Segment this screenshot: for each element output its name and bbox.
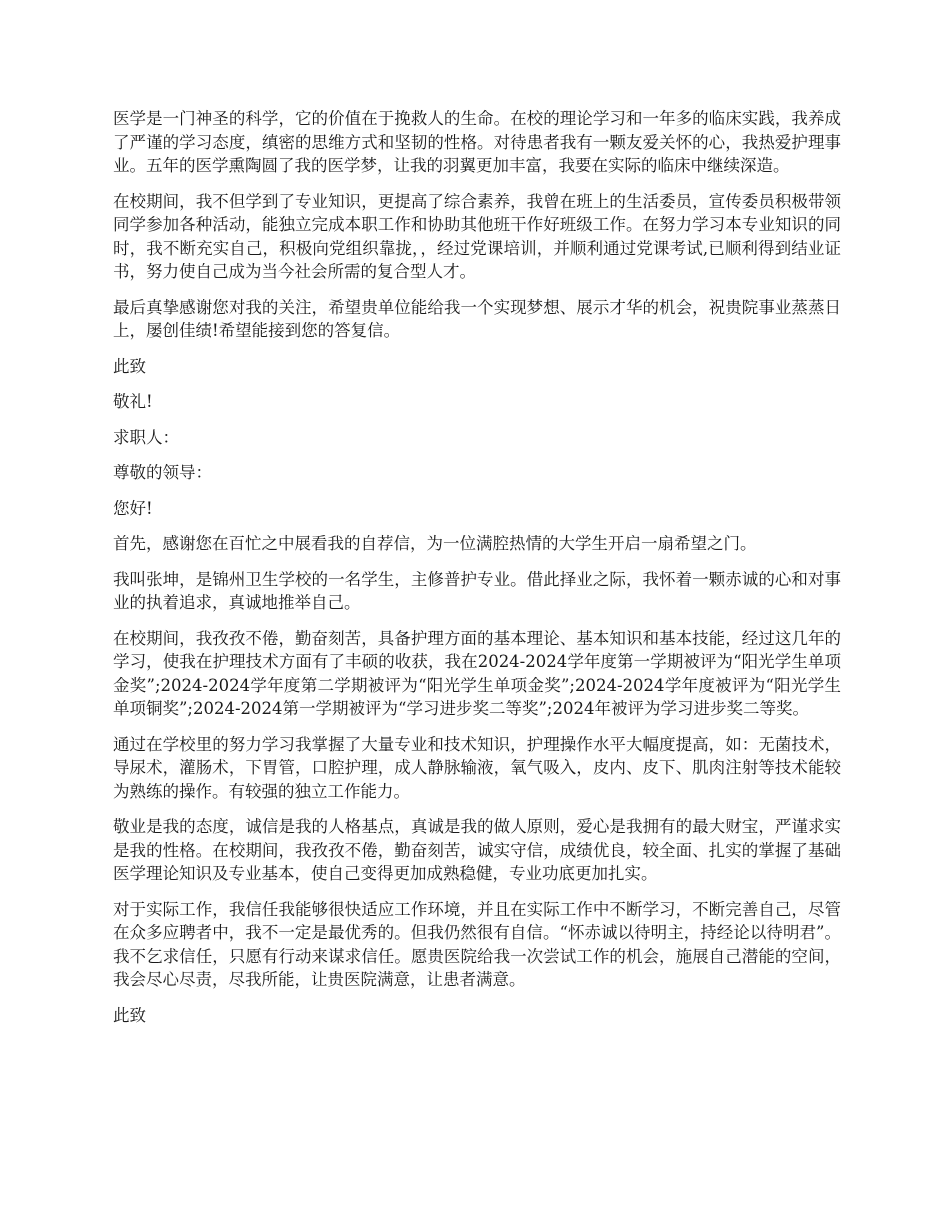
paragraph-salutation-cizhi-2: 此致 bbox=[113, 1005, 146, 1025]
paragraph-school-activities: 在校期间，我不但学到了专业知识，更提高了综合素养，我曾在班上的生活委员，宣传委员积极带领同学参加各种活动，能独立完成本职工作和协助其他班干作好班级工作。在努力学习本专业知识的同时，我不断充实自己，积极向党组织靠拢，，经过党课培训，并顺利通过党课考试,已顺利得到结业证书，努力使自己成为当今社会所需的复合型人才。 bbox=[113, 191, 841, 281]
paragraph-self-introduction: 我叫张坤，是锦州卫生学校的一名学生，主修普护专业。借此择业之际，我怀着一颗赤诚的心和对事业的执着追求，真诚地推举自己。 bbox=[113, 569, 841, 612]
paragraph-greeting-hello: 您好! bbox=[113, 498, 153, 518]
paragraph-skills: 通过在学校里的努力学习我掌握了大量专业和技术知识，护理操作水平大幅度提高，如：无菌技术，导尿术，灌肠术，下胃管，口腔护理，成人静脉输液，氧气吸入，皮内、皮下、肌肉注射等技术能较为熟练的操作。有较强的独立工作能力。 bbox=[113, 734, 841, 801]
paragraph-greeting-leader: 尊敬的领导： bbox=[113, 463, 212, 482]
paragraph-salutation-cizhi: 此致 bbox=[113, 356, 146, 376]
paragraph-awards: 在校期间，我孜孜不倦，勤奋刻苦，具备护理方面的基本理论、基本知识和基本技能，经过这几年的学习，使我在护理技术方面有了丰硕的收获，我在2024-2024学年度第一学期被评为“阳光学生单项金奖”;2024-2024学年度第二学期被评为“阳光学生单项金奖”;2024-2024学年度被评为“阳光学生单项铜奖”;2024-2024第一学期被评为“学习进步奖二等奖”;2024年被评为学习进步奖二等奖。 bbox=[113, 628, 841, 718]
paragraph-closing-thanks: 最后真挚感谢您对我的关注，希望贵单位能给我一个实现梦想、展示才华的机会，祝贵院事业蒸蒸日上，屡创佳绩!希望能接到您的答复信。 bbox=[113, 297, 841, 340]
paragraph-salutation-jingli: 敬礼! bbox=[113, 392, 153, 411]
paragraph-applicant-label: 求职人： bbox=[113, 427, 179, 447]
document-body bbox=[113, 107, 841, 1039]
paragraph-character: 敬业是我的态度，诚信是我的人格基点，真诚是我的做人原则，爱心是我拥有的最大财宝，严谨求实是我的性格。在校期间，我孜孜不倦，勤奋刻苦，诚实守信，成绩优良，较全面、扎实的掌握了基础医学理论知识及专业基本，使自己变得更加成熟稳健，专业功底更加扎实。 bbox=[113, 817, 841, 883]
paragraph-medicine-intro: 医学是一门神圣的科学，它的价值在于挽救人的生命。在校的理论学习和一年多的临床实践，我养成了严谨的学习态度，缜密的思维方式和坚韧的性格。对待患者我有一颗友爱关怀的心，我热爱护理事业。五年的医学熏陶圆了我的医学梦，让我的羽翼更加丰富，我要在实际的临床中继续深造。 bbox=[113, 109, 841, 175]
paragraph-work-attitude: 对于实际工作，我信任我能够很快适应工作环境，并且在实际工作中不断学习，不断完善自己，尽管在众多应聘者中，我不一定是最优秀的。但我仍然很有自信。“怀赤诚以待明主，持经论以待明君”。我不乞求信任，只愿有行动来谋求信任。愿贵医院给我一次尝试工作的机会，施展自己潜能的空间，我会尽心尽责，尽我所能，让贵医院满意，让患者满意。 bbox=[113, 899, 841, 989]
paragraph-thanks-reading: 首先，感谢您在百忙之中展看我的自荐信，为一位满腔热情的大学生开启一扇希望之门。 bbox=[113, 534, 757, 553]
